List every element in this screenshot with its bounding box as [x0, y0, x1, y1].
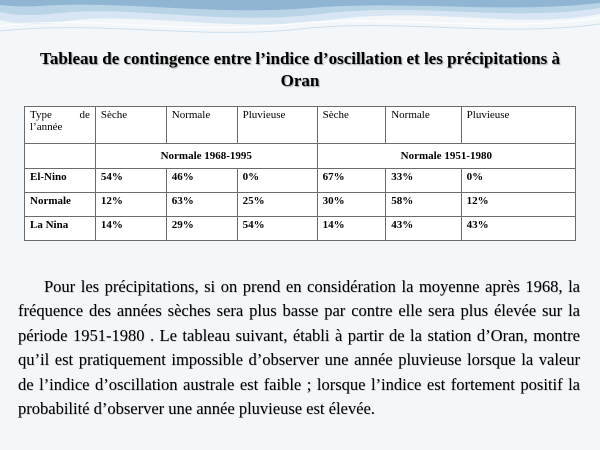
table-cell: 30% — [317, 193, 386, 217]
table-row — [25, 217, 576, 241]
period-cell-1951-1980: Normale 1951-1980 — [317, 144, 575, 169]
header-cell: Pluvieuse — [461, 107, 575, 144]
table-cell: 54% — [237, 217, 317, 241]
header-cell-type — [25, 107, 96, 144]
header-cell: Pluvieuse — [237, 107, 317, 144]
table-row — [25, 169, 576, 193]
table-cell: 54% — [95, 169, 166, 193]
slide-title-line2: Oran — [280, 71, 320, 90]
table-cell: 0% — [461, 169, 575, 193]
header-cell: Sèche — [317, 107, 386, 144]
table-cell: 63% — [166, 193, 237, 217]
table-cell: 33% — [386, 169, 461, 193]
header-cell: Normale — [166, 107, 237, 144]
type-label-line2: l’année — [30, 121, 63, 133]
header-cell: Sèche — [95, 107, 166, 144]
table-cell: 43% — [386, 217, 461, 241]
slide-title-line1: Tableau de contingence entre l’indice d’oscillation et les précipitations à — [40, 49, 560, 68]
row-label: El-Nino — [25, 169, 96, 193]
period-empty-cell — [25, 144, 96, 169]
period-row — [25, 144, 576, 169]
table-cell: 67% — [317, 169, 386, 193]
slide-title — [10, 48, 590, 92]
table-row — [25, 193, 576, 217]
row-label: Normale — [25, 193, 96, 217]
header-cell: Normale — [386, 107, 461, 144]
period-cell-1968-1995: Normale 1968-1995 — [95, 144, 317, 169]
contingency-table — [24, 106, 576, 241]
table-cell: 12% — [95, 193, 166, 217]
table-cell: 58% — [386, 193, 461, 217]
type-label-right: de — [79, 109, 90, 121]
table-cell: 12% — [461, 193, 575, 217]
table-cell: 0% — [237, 169, 317, 193]
table-cell: 14% — [317, 217, 386, 241]
type-label-left: Type — [30, 109, 52, 121]
table-header-row — [25, 107, 576, 144]
body-paragraph: Pour les précipitations, si on prend en considération la moyenne après 1968, la fréquence des années sèches sera plus basse par contre elle sera plus élevée sur la période 1951-1980 . Le tableau suivant, établi à partir de la station d’Oran, montre qu’il est pratiquement impossible d’observer une année pluvieuse lorsque la valeur de l’indice d’oscillation australe est faible ; lorsque l’indice est fortement positif la probabilité d’observer une année pluvieuse est élevée. — [18, 276, 580, 418]
table-cell: 46% — [166, 169, 237, 193]
table-cell: 14% — [95, 217, 166, 241]
table-cell: 43% — [461, 217, 575, 241]
row-label: La Nina — [25, 217, 96, 241]
table-cell: 29% — [166, 217, 237, 241]
table-cell: 25% — [237, 193, 317, 217]
